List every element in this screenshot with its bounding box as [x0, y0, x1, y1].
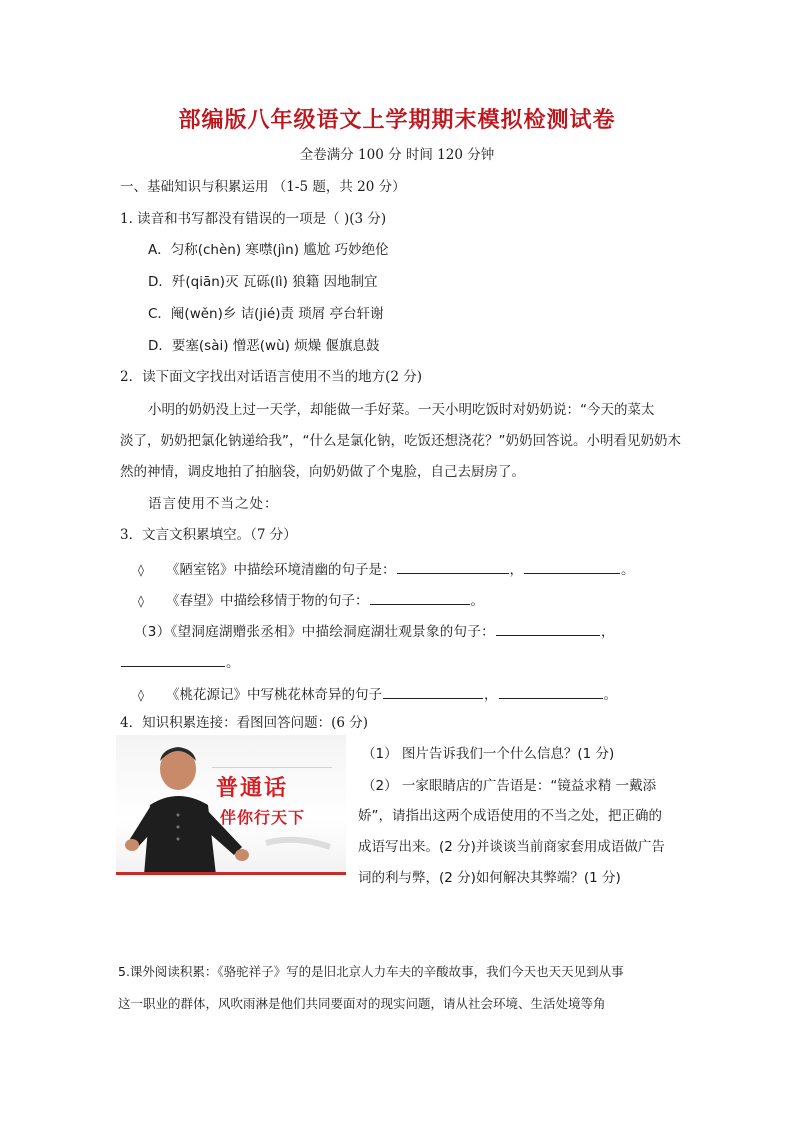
- q1-option-d2: D．要塞(sài) 憎恶(wù) 烦燥 偃旗息鼓: [148, 338, 380, 354]
- q4-sub-2-line-3: 成语写出来。(2 分)并谈谈当前商家套用成语做广告: [358, 839, 665, 855]
- comma: ，: [509, 562, 523, 578]
- q2-passage-line-3: 然的神情，调皮地拍了拍脑袋，向奶奶做了个鬼脸，自己去厨房了。: [120, 464, 525, 480]
- answer-blank[interactable]: [397, 559, 509, 574]
- q2-passage-line-1: 小明的奶奶没上过一天学，却能做一手好菜。一天小明吃饭时对奶奶说：“今天的菜太: [148, 402, 655, 418]
- q4-sub-2-line-4: 词的利与弊，(2 分)如何解决其弊端？(1 分): [358, 870, 621, 886]
- q1-option-c: C．阉(wěn)乡 诘(jié)责 琐屑 亭台轩谢: [148, 306, 384, 322]
- mandarin-ad-image: [116, 735, 346, 875]
- q5-line-2: 这一职业的群体，风吹雨淋是他们共同要面对的现实问题，请从社会环境、生活处境等角: [118, 996, 606, 1011]
- period: 。: [621, 562, 635, 578]
- q1-stem: 1. 读音和书写都没有错误的一项是（ )(3 分): [120, 211, 387, 227]
- q3-item-3: [134, 621, 615, 641]
- exam-title: 部编版八年级语文上学期期末模拟检测试卷: [178, 108, 616, 133]
- q5-line-1: 5.课外阅读积累：《骆驼祥子》写的是旧北京人力车夫的辛酸故事，我们今天也天天见到从事: [118, 964, 624, 979]
- bullet-icon: ◊: [138, 563, 144, 577]
- q4-stem: 4．知识积累连接：看图回答问题：(6 分): [120, 715, 369, 731]
- period: 。: [470, 593, 484, 609]
- answer-blank[interactable]: [524, 559, 620, 574]
- period: 。: [226, 655, 240, 671]
- answer-blank[interactable]: [499, 684, 603, 699]
- q3-item-2: [138, 590, 484, 610]
- q3-item-3-text: （3）《望洞庭湖赠张丞相》中描绘洞庭湖壮观景象的句子：: [134, 624, 495, 640]
- q1-option-d1: D．歼(qiān)灭 瓦砾(lì) 狼籍 因地制宜: [148, 274, 378, 290]
- q4-sub-1: （1） 图片告诉我们一个什么信息？(1 分): [362, 746, 615, 762]
- answer-blank[interactable]: [370, 590, 470, 605]
- q2-stem: 2．读下面文字找出对话语言使用不当的地方(2 分): [120, 369, 423, 385]
- q3-item-2-text: 《春望》中描绘移情于物的句子：: [166, 593, 369, 609]
- q3-item-4: [138, 684, 617, 704]
- section-heading: 一、基础知识与积累运用 （1-5 题，共 20 分）: [120, 179, 406, 195]
- image-underline: [116, 872, 346, 875]
- q3-item-1: [138, 559, 635, 579]
- q4-sub-2-line-1: （2） 一家眼睛店的广告语是：“镜益求精 一戴添: [362, 778, 657, 794]
- answer-blank[interactable]: [496, 621, 600, 636]
- period: 。: [603, 687, 617, 703]
- q2-passage-line-2: 淡了，奶奶把氯化钠递给我”，“什么是氯化钠，吃饭还想浇花？”奶奶回答说。小明看见奶奶木: [120, 433, 681, 449]
- bullet-icon: ◊: [138, 688, 144, 702]
- q3-item-4-text: 《桃花源记》中写桃花林奇异的句子: [166, 687, 382, 703]
- comma: ，: [484, 687, 498, 703]
- q2-answer-label: 语言使用不当之处：: [148, 496, 279, 512]
- q4-sub-2-line-2: 娇”，请指出这两个成语使用的不当之处，把正确的: [358, 808, 662, 824]
- image-caption-2: 伴你行天下: [220, 808, 306, 827]
- answer-blank[interactable]: [383, 684, 483, 699]
- q3-item-3-cont: [120, 652, 240, 672]
- image-caption-1: 普通话: [216, 775, 289, 801]
- comma: ，: [600, 624, 615, 640]
- bullet-icon: ◊: [138, 594, 144, 608]
- q3-item-1-text: 《陋室铭》中描绘环境清幽的句子是：: [166, 562, 396, 578]
- q3-stem: 3．文言文积累填空。（7 分）: [120, 527, 297, 543]
- answer-blank[interactable]: [121, 652, 225, 667]
- q1-option-a: A．匀称(chèn) 寒噤(jìn) 尴尬 巧妙绝伦: [148, 242, 389, 258]
- exam-subtitle: 全卷满分 100 分 时间 120 分钟: [299, 147, 495, 163]
